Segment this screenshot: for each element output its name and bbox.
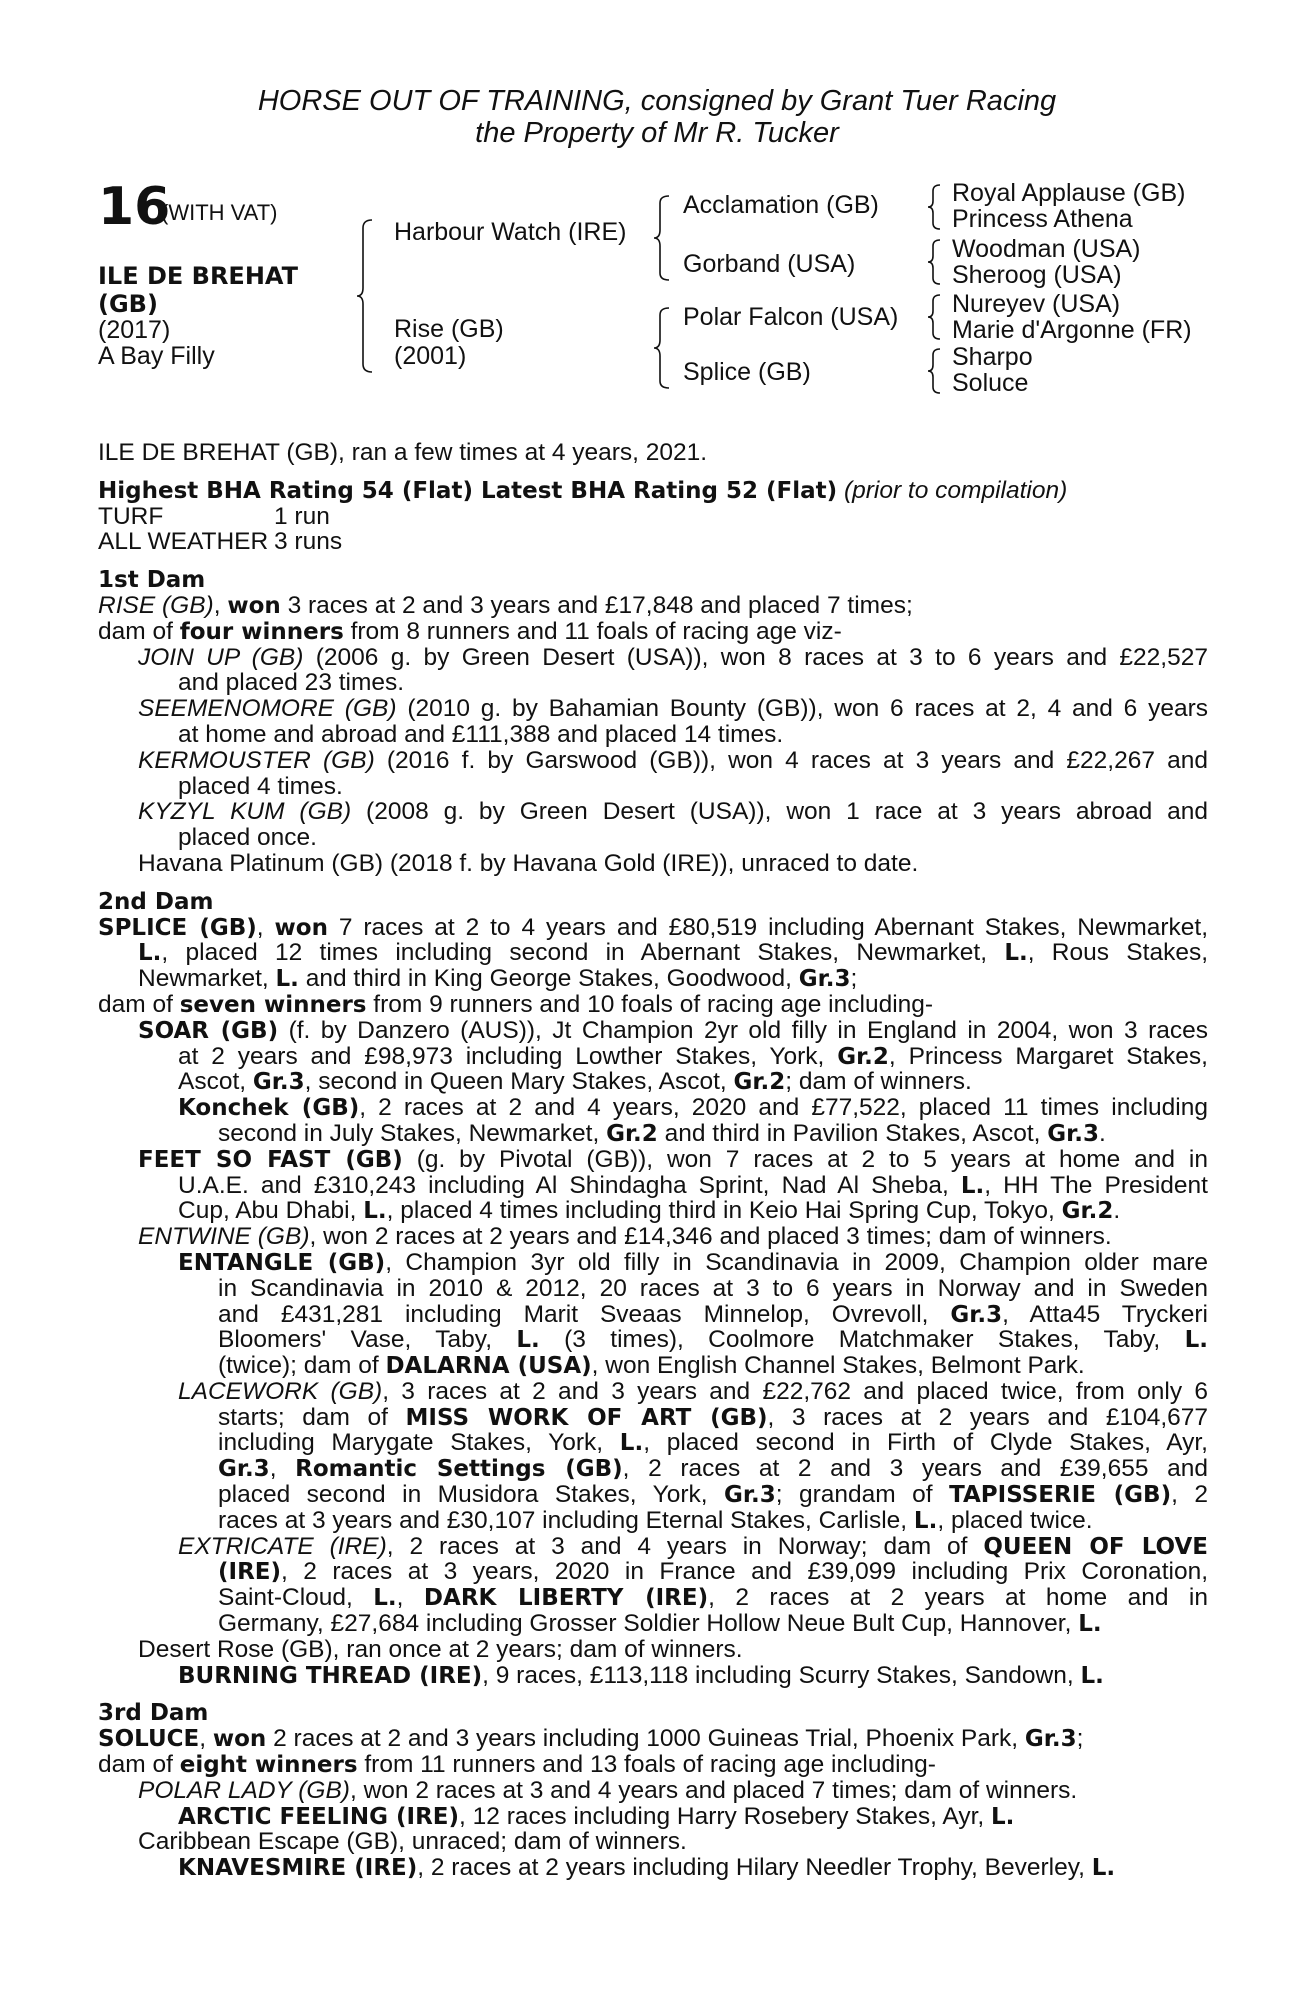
ggp-5: Nureyev (USA) xyxy=(952,290,1121,318)
italic-text: POLAR LADY (GB) xyxy=(138,1776,350,1804)
text-run: and third in King George Stakes, Goodwood, xyxy=(298,965,799,993)
text-run: (f. by Danzero (AUS)), Jt Champion 2yr old filly in England in 2004, won 3 races xyxy=(278,1016,1209,1044)
bold-text: Konchek (GB) xyxy=(178,1095,360,1122)
text-line xyxy=(98,567,1208,593)
text-run: , xyxy=(199,1725,213,1753)
text-run: . xyxy=(1098,1119,1106,1147)
bold-text: L. xyxy=(516,1327,540,1354)
dam-sire: Polar Falcon (USA) xyxy=(683,303,899,331)
text-line xyxy=(98,1250,1208,1276)
text-line xyxy=(98,593,1208,619)
text-run: , won English Channel Stakes, Belmont Park. xyxy=(591,1352,1085,1380)
text-line xyxy=(98,992,1208,1018)
italic-text: SEEMENOMORE (GB) xyxy=(138,695,397,723)
text-run: dam of xyxy=(98,1751,180,1779)
italic-text: KYZYL KUM (GB) xyxy=(138,798,352,826)
bold-text: Gr.3 xyxy=(724,1482,776,1509)
text-run: U.A.E. and £310,243 including Al Shindagha Sprint, Nad Al Sheba, xyxy=(178,1171,961,1199)
text-run: 2 races at 2 and 3 years including 1000 Guineas Trial, Phoenix Park, xyxy=(266,1725,1025,1753)
dam-year: (2001) xyxy=(394,342,467,370)
bold-text: DARK LIBERTY (IRE) xyxy=(423,1585,709,1612)
bold-text: MISS WORK OF ART (GB) xyxy=(405,1404,768,1431)
text-line xyxy=(98,1855,1208,1881)
text-line xyxy=(98,851,1208,877)
bold-text: L. xyxy=(1091,1855,1116,1882)
bold-text: ENTANGLE (GB) xyxy=(178,1249,386,1276)
italic-text: RISE (GB) xyxy=(98,591,214,619)
text-run: , Champion 3yr old filly in Scandinavia in 2009, Champion older mare xyxy=(385,1248,1208,1276)
bold-text: SOAR (GB) xyxy=(138,1017,279,1044)
text-run: placed 4 times. xyxy=(178,772,343,800)
ggp-8: Soluce xyxy=(952,369,1029,397)
text-run: 3 runs xyxy=(274,528,343,556)
property-line: the Property of Mr R. Tucker xyxy=(475,117,839,149)
text-line xyxy=(98,1726,1208,1752)
bold-text: SPLICE (GB) xyxy=(98,914,257,941)
text-line xyxy=(98,529,1208,555)
bold-text: KNAVESMIRE (IRE) xyxy=(178,1855,418,1882)
italic-text: (prior to compilation) xyxy=(843,476,1068,504)
text-run: from 8 runners and 11 foals of racing age viz- xyxy=(343,617,842,645)
consignment-line: HORSE OUT OF TRAINING, consigned by Grant Tuer Racing xyxy=(257,85,1057,117)
text-line xyxy=(98,696,1208,722)
text-run: , 3 races at 2 and 3 years and £22,762 and placed twice, from only 6 xyxy=(382,1377,1208,1405)
text-run: , placed second in Firth of Clyde Stakes, Ayr, xyxy=(643,1429,1208,1457)
pedigree-brace xyxy=(360,218,374,374)
text-line xyxy=(98,1508,1208,1534)
text-line xyxy=(98,1353,1208,1379)
bold-text: Highest BHA Rating 54 (Flat) Latest BHA Rating 52 (Flat) xyxy=(98,477,838,504)
text-run: , xyxy=(213,591,228,619)
text-line xyxy=(98,1069,1208,1095)
text-run: ILE DE BREHAT (GB), ran a few times at 4 years, 2021. xyxy=(98,439,708,466)
text-run: , HH The President xyxy=(984,1171,1208,1199)
bold-text: Gr.2 xyxy=(733,1069,786,1096)
bold-text: eight winners xyxy=(179,1752,358,1779)
ggp-6: Marie d'Argonne (FR) xyxy=(952,316,1192,344)
text-run: (g. by Pivotal (GB)), won 7 races at 2 to 5 years at home and in xyxy=(402,1145,1208,1173)
lot-number: 16 xyxy=(98,177,171,237)
text-run: , xyxy=(269,1455,296,1483)
bold-text: L. xyxy=(138,940,162,967)
text-run: ; dam of winners. xyxy=(785,1068,972,1096)
text-line xyxy=(98,1663,1208,1689)
text-run: , 2 xyxy=(1171,1481,1208,1509)
text-run: , xyxy=(396,1584,424,1612)
text-line xyxy=(98,1405,1208,1431)
text-line xyxy=(98,1637,1208,1663)
text-line xyxy=(98,1804,1208,1830)
bold-text: 2nd Dam xyxy=(98,888,214,915)
pedigree-brace xyxy=(657,194,671,282)
text-run: including Marygate Stakes, York, xyxy=(218,1429,620,1457)
ggp-4: Sheroog (USA) xyxy=(952,261,1122,289)
bold-text: won xyxy=(212,1726,267,1753)
bold-text: Gr.3 xyxy=(252,1069,305,1096)
text-run: Caribbean Escape (GB), unraced; dam of winners. xyxy=(138,1828,687,1856)
text-line xyxy=(98,1302,1208,1328)
text-run: dam of xyxy=(98,990,180,1018)
bold-text: DALARNA (USA) xyxy=(385,1353,592,1380)
text-run: ; grandam of xyxy=(775,1481,950,1509)
text-line xyxy=(98,889,1208,915)
text-run: . xyxy=(1113,1197,1121,1225)
ggp-3: Woodman (USA) xyxy=(952,235,1141,263)
text-run: , Princess Margaret Stakes, xyxy=(888,1042,1208,1070)
ggp-1: Royal Applause (GB) xyxy=(952,179,1186,207)
text-line xyxy=(98,1482,1208,1508)
text-run: ; xyxy=(1076,1725,1084,1753)
bold-text: Gr.3 xyxy=(950,1301,1003,1328)
horse-year: (2017) xyxy=(98,316,171,344)
text-line xyxy=(98,645,1208,671)
text-line xyxy=(98,1121,1208,1147)
text-line xyxy=(98,1752,1208,1778)
bold-text: Gr.2 xyxy=(837,1043,889,1070)
text-run: (2016 f. by Garswood (GB)), won 4 races at 3 years and £22,267 and xyxy=(374,746,1208,774)
text-run: TURF xyxy=(98,502,164,530)
text-line xyxy=(98,1044,1208,1070)
text-line xyxy=(98,504,1208,530)
text-run: Saint-Cloud, xyxy=(218,1584,374,1612)
text-run: ; xyxy=(850,965,858,993)
italic-text: JOIN UP (GB) xyxy=(138,643,304,671)
text-run: ALL WEATHER xyxy=(98,528,269,556)
text-run: , 2 races at 3 years, 2020 in France and £39,099 including Prix Coronation, xyxy=(281,1558,1208,1586)
pedigree-brace xyxy=(930,183,942,231)
horse-description: A Bay Filly xyxy=(98,342,215,370)
text-run: (3 times), Coolmore Matchmaker Stakes, Taby, xyxy=(539,1326,1185,1354)
text-run: from 11 runners and 13 foals of racing age including- xyxy=(357,1751,936,1779)
text-line xyxy=(98,966,1208,992)
text-line xyxy=(98,748,1208,774)
text-line xyxy=(98,440,1208,466)
text-line xyxy=(98,1224,1208,1250)
text-run: , 3 races at 2 years and £104,677 xyxy=(767,1403,1209,1431)
text-run: at 2 years and £98,973 including Lowther Stakes, York, xyxy=(178,1042,838,1070)
text-run: , second in Queen Mary Stakes, Ascot, xyxy=(304,1068,734,1096)
text-line xyxy=(98,1430,1208,1456)
text-line xyxy=(98,940,1208,966)
text-run: (twice); dam of xyxy=(218,1352,386,1380)
text-run: races at 3 years and £30,107 including Eternal Stakes, Carlisle, xyxy=(218,1506,914,1534)
sire-dam: Gorband (USA) xyxy=(683,250,856,278)
bold-text: won xyxy=(227,592,281,619)
text-run: Bloomers' Vase, Taby, xyxy=(218,1326,517,1354)
text-run: Germany, £27,684 including Grosser Soldier Hollow Neue Bult Cup, Hannover, xyxy=(218,1610,1079,1638)
text-run: and £431,281 including Marit Sveaas Minnelop, Ovrevoll, xyxy=(218,1300,951,1328)
text-run: 7 races at 2 to 4 years and £80,519 including Abernant Stakes, Newmarket, xyxy=(327,913,1209,941)
ggp-2: Princess Athena xyxy=(952,205,1133,233)
bold-text: L. xyxy=(991,1803,1015,1830)
section-gap xyxy=(98,877,1208,889)
text-run: (2008 g. by Green Desert (USA)), won 1 race at 3 years abroad and xyxy=(351,798,1208,826)
text-run: , placed twice. xyxy=(937,1506,1093,1534)
bold-text: (IRE) xyxy=(218,1559,282,1586)
text-run: dam of xyxy=(98,617,180,645)
text-run: starts; dam of xyxy=(218,1403,406,1431)
text-run: (2010 g. by Bahamian Bounty (GB)), won 6 races at 2, 4 and 6 years xyxy=(396,695,1208,723)
text-line xyxy=(98,1559,1208,1585)
bold-text: Romantic Settings (GB) xyxy=(295,1456,623,1483)
bold-text: L. xyxy=(275,966,299,993)
text-run: and third in Pavilion Stakes, Ascot, xyxy=(657,1119,1048,1147)
text-line xyxy=(98,1276,1208,1302)
text-run: Desert Rose (GB), ran once at 2 years; dam of winners. xyxy=(138,1635,743,1663)
bold-text: L. xyxy=(363,1198,387,1225)
text-run: and placed 23 times. xyxy=(178,669,405,697)
text-line xyxy=(98,722,1208,748)
bold-text: seven winners xyxy=(179,991,367,1018)
text-run: , 2 races at 2 and 3 years and £39,655 and xyxy=(622,1455,1208,1483)
bold-text: L. xyxy=(913,1507,938,1534)
text-line xyxy=(98,915,1208,941)
bold-text: 3rd Dam xyxy=(98,1700,209,1727)
text-run: , 2 races at 2 years at home and in xyxy=(708,1584,1208,1612)
text-line xyxy=(98,1018,1208,1044)
bold-text: Gr.3 xyxy=(1047,1120,1099,1147)
text-line xyxy=(98,799,1208,825)
bold-text: 1st Dam xyxy=(98,567,206,594)
bold-text: four winners xyxy=(179,618,344,645)
bold-text: Gr.2 xyxy=(1061,1198,1114,1225)
pedigree-brace xyxy=(930,347,942,395)
text-run: in Scandinavia in 2010 & 2012, 20 races at 3 to 6 years in Norway and in Sweden xyxy=(218,1274,1208,1302)
text-line xyxy=(98,1327,1208,1353)
bold-text: L. xyxy=(960,1172,985,1199)
text-line xyxy=(98,1585,1208,1611)
text-run: , placed 4 times including third in Keio Hai Spring Cup, Tokyo, xyxy=(386,1197,1062,1225)
bold-text: Gr.3 xyxy=(218,1456,270,1483)
italic-text: ENTWINE (GB) xyxy=(138,1223,310,1251)
pedigree-brace xyxy=(657,306,671,390)
horse-country: (GB) xyxy=(98,290,158,318)
text-line xyxy=(98,1456,1208,1482)
text-line xyxy=(98,1534,1208,1560)
catalogue-text xyxy=(98,440,1208,1881)
sire: Harbour Watch (IRE) xyxy=(394,218,627,246)
bold-text: SOLUCE xyxy=(98,1726,200,1753)
bold-text: won xyxy=(274,914,328,941)
text-run: , 2 races at 3 and 4 years in Norway; dam of xyxy=(386,1532,984,1560)
text-run: placed once. xyxy=(178,824,317,852)
section-gap xyxy=(98,1688,1208,1700)
bold-text: Gr.3 xyxy=(798,966,851,993)
text-run: , xyxy=(256,913,275,941)
text-line xyxy=(98,1829,1208,1855)
italic-text: EXTRICATE (IRE) xyxy=(178,1532,387,1560)
bold-text: L. xyxy=(1080,1662,1104,1689)
dam: Rise (GB) xyxy=(394,315,504,343)
sire-sire: Acclamation (GB) xyxy=(683,191,879,219)
text-run: 1 run xyxy=(274,502,330,530)
text-run: placed second in Musidora Stakes, York, xyxy=(218,1481,725,1509)
text-line xyxy=(98,774,1208,800)
bold-text: Gr.2 xyxy=(606,1120,658,1147)
text-line xyxy=(98,478,1208,504)
bold-text: ARCTIC FEELING (IRE) xyxy=(178,1803,460,1830)
text-line xyxy=(98,825,1208,851)
text-line xyxy=(98,670,1208,696)
text-run: , won 2 races at 2 years and £14,346 and placed 3 times; dam of winners. xyxy=(309,1223,1112,1251)
text-run: , 2 races at 2 years including Hilary Needler Trophy, Beverley, xyxy=(417,1854,1092,1882)
text-line xyxy=(98,1778,1208,1804)
italic-text: LACEWORK (GB) xyxy=(178,1377,383,1405)
section-gap xyxy=(98,555,1208,567)
text-line xyxy=(98,1611,1208,1637)
text-line xyxy=(98,1379,1208,1405)
text-run: , won 2 races at 3 and 4 years and placed 7 times; dam of winners. xyxy=(349,1776,1078,1804)
text-run: , placed 12 times including second in Abernant Stakes, Newmarket, xyxy=(161,939,1005,967)
bold-text: L. xyxy=(1184,1327,1208,1354)
bold-text: L. xyxy=(373,1585,397,1612)
text-line xyxy=(98,1095,1208,1121)
text-run: 3 races at 2 and 3 years and £17,848 and placed 7 times; xyxy=(280,591,913,619)
text-run xyxy=(837,477,844,504)
text-line xyxy=(98,619,1208,645)
text-run: Newmarket, xyxy=(138,965,276,993)
bold-text: L. xyxy=(1078,1611,1102,1638)
text-run: , Rous Stakes, xyxy=(1027,939,1208,967)
text-run: second in July Stakes, Newmarket, xyxy=(218,1119,607,1147)
bold-text: L. xyxy=(619,1430,644,1457)
text-run: Havana Platinum (GB) (2018 f. by Havana Gold (IRE)), unraced to date. xyxy=(138,849,919,877)
text-run: , 2 races at 2 and 4 years, 2020 and £77,522, placed 11 times including xyxy=(359,1094,1209,1122)
horse-name: ILE DE BREHAT xyxy=(98,262,298,290)
bold-text: FEET SO FAST (GB) xyxy=(138,1146,403,1173)
dam-dam: Splice (GB) xyxy=(683,358,811,386)
text-line xyxy=(98,1173,1208,1199)
text-run: from 9 runners and 10 foals of racing age including- xyxy=(366,990,934,1018)
bold-text: BURNING THREAD (IRE) xyxy=(178,1662,483,1689)
text-run: at home and abroad and £111,388 and placed 14 times. xyxy=(178,720,784,748)
pedigree-brace xyxy=(930,238,942,286)
text-run: , 12 races including Harry Rosebery Stakes, Ayr, xyxy=(459,1802,992,1830)
pedigree-brace xyxy=(930,293,942,341)
text-line xyxy=(98,1700,1208,1726)
text-run: Ascot, xyxy=(178,1068,253,1096)
bold-text: TAPISSERIE (GB) xyxy=(949,1482,1172,1509)
text-run: (2006 g. by Green Desert (USA)), won 8 races at 3 to 6 years and £22,527 xyxy=(303,643,1208,671)
text-line xyxy=(98,1198,1208,1224)
text-line xyxy=(98,1147,1208,1173)
italic-text: KERMOUSTER (GB) xyxy=(138,746,375,774)
bold-text: Gr.3 xyxy=(1024,1726,1077,1753)
vat-note: (WITH VAT) xyxy=(161,200,278,225)
bold-text: QUEEN OF LOVE xyxy=(983,1533,1209,1560)
text-run: Cup, Abu Dhabi, xyxy=(178,1197,364,1225)
bold-text: L. xyxy=(1004,940,1028,967)
text-run: , 9 races, £113,118 including Scurry Stakes, Sandown, xyxy=(482,1661,1081,1689)
ggp-7: Sharpo xyxy=(952,343,1033,371)
text-run: , Atta45 Tryckeri xyxy=(1002,1300,1208,1328)
